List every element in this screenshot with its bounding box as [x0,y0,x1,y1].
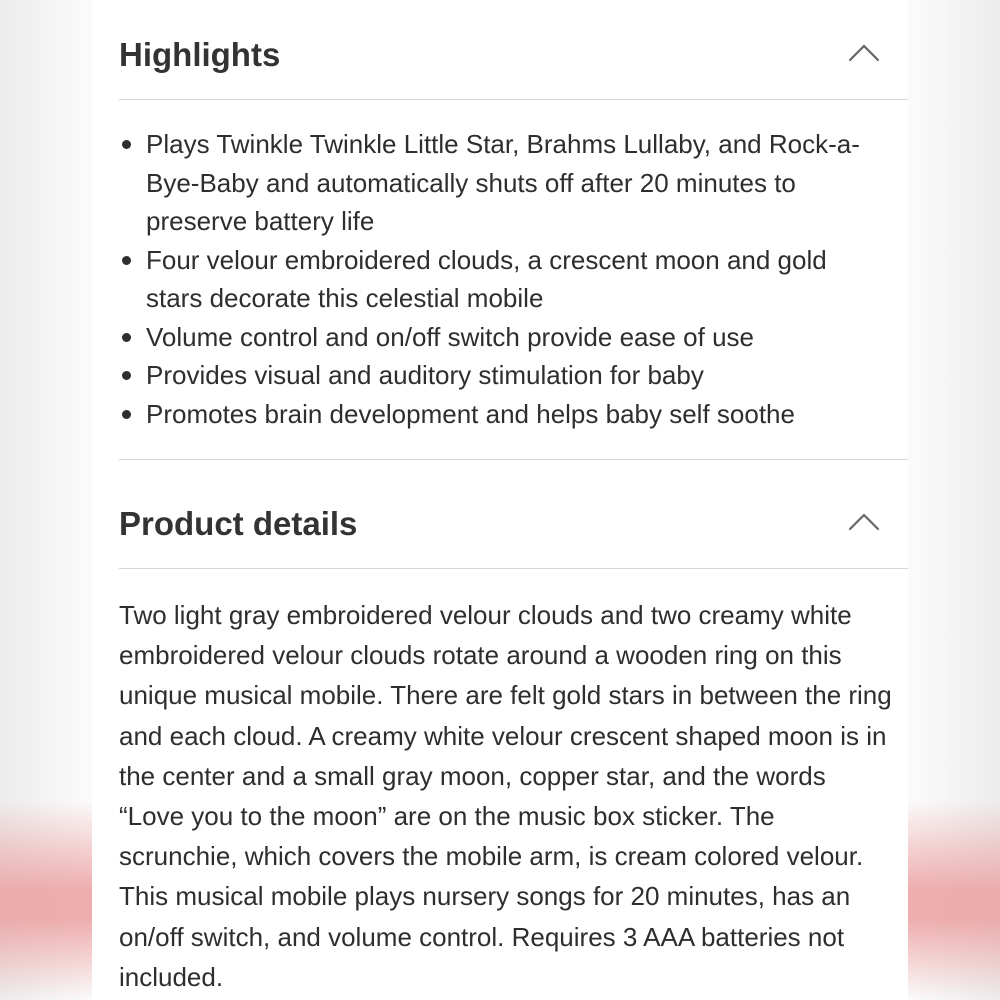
list-item: Four velour embroidered clouds, a crescent moon and gold stars decorate this celestial mobile [119,241,889,318]
section-divider [119,459,908,460]
left-backdrop-glow [0,800,92,1000]
list-item: Volume control and on/off switch provide ease of use [119,318,889,357]
list-item: Provides visual and auditory stimulation for baby [119,356,889,395]
list-item: Plays Twinkle Twinkle Little Star, Brahms Lullaby, and Rock-a-Bye-Baby and automatically shuts off after 20 minutes to preserve battery life [119,125,889,241]
product-details-header[interactable] [119,479,908,569]
highlights-title: Highlights [119,35,281,73]
product-details-title: Product details [119,504,358,542]
product-info-panel [92,0,908,1000]
highlights-header[interactable] [119,10,908,100]
chevron-up-icon[interactable] [842,33,886,77]
right-backdrop-glow [908,800,1000,1000]
product-description: Two light gray embroidered velour clouds and two creamy white embroidered velour clouds rotate around a wooden ring on this unique musical mobile. There are felt gold stars in between the ring and each cloud. A creamy white velour crescent shaped moon is in the center and a small gray moon, copper star, and the words “Love you to the moon” are on the music box sticker. The scrunchie, which covers the mobile arm, is cream colored velour. This musical mobile plays nursery songs for 20 minutes, has an on/off switch, and volume control. Requires 3 AAA batteries not included. [119,600,892,992]
highlights-list [119,125,889,433]
chevron-up-icon[interactable] [842,502,886,546]
list-item: Promotes brain development and helps baby self soothe [119,395,889,434]
